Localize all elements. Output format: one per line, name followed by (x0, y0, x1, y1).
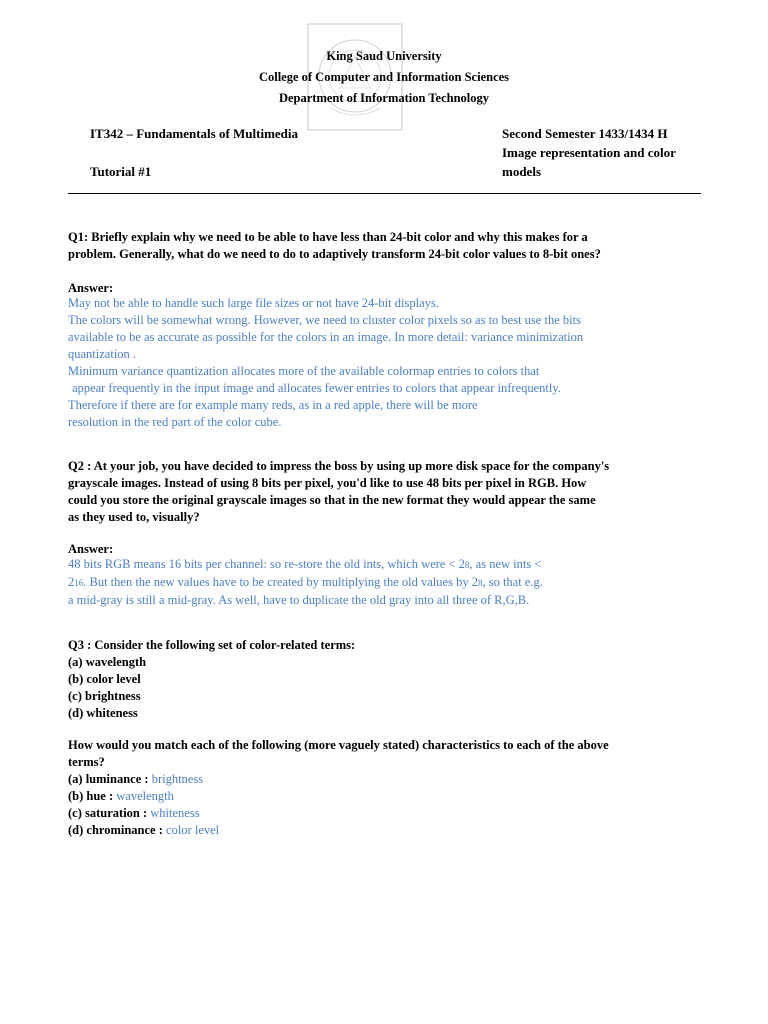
q3-match-question: How would you match each of the following (more vaguely stated) characteristics to each of the above terms? (a) luminance : brightness (b) hue : wavelength (c) saturation : whiteness (d) chrominance : color level (68, 737, 708, 839)
match-item: (b) hue : wavelength (68, 789, 174, 803)
term-item: (a) wavelength (68, 655, 147, 669)
q1-answer: May not be able to handle such large file sizes or not have 24-bit displays. The colors will be somewhat wrong. However, we need to cluster color pixels so as to best use the bits available to be as accurate as possible for the colors in an image. In more detail: variance minimization quantization . Minimum variance quantization allocates more of the available colormap entries to colors that appear frequently in the input image and allocates fewer entries to colors that appear infrequently. Therefore if there are for example many reds, as in a red apple, there will be more resolution in the red part of the color cube. (68, 296, 584, 429)
q1-question: Q1: Briefly explain why we need to be able to have less than 24-bit color and why this makes for a problem. Generally, what do we need to do to adaptively transform 24-bit color values to 8-bit ones? (68, 230, 601, 261)
header-divider (68, 193, 701, 194)
q1-answer-label: Answer: (68, 281, 114, 295)
tutorial-number: Tutorial #1 (90, 164, 152, 179)
department-name: Department of Information Technology (278, 91, 490, 105)
q2-question: Q2 : At your job, you have decided to impress the boss by using up more disk space for the company's grayscale images. Instead of using 8 bits per pixel, you'd like to use 48 bits per pixel in RGB. How could you store the original grayscale images so that in the new format they would appear the same as they used to, visually? (68, 459, 610, 524)
topic-line-2: models (502, 164, 541, 179)
course-title: IT342 – Fundamentals of Multimedia (90, 126, 299, 141)
university-name: King Saud University (326, 49, 442, 63)
match-item: (d) chrominance : color level (68, 823, 220, 837)
match-item: (a) luminance : brightness (68, 772, 204, 786)
q2-answer-label: Answer: (68, 542, 114, 556)
topic-line-1: Image representation and color (502, 145, 676, 160)
term-item: (b) color level (68, 672, 141, 686)
term-item: (d) whiteness (68, 706, 138, 720)
q3-question: Q3 : Consider the following set of color-related terms: (a) wavelength (b) color level (c) brightness (d) whiteness (68, 637, 708, 722)
term-item: (c) brightness (68, 689, 141, 703)
semester: Second Semester 1433/1434 H (502, 126, 668, 141)
match-item: (c) saturation : whiteness (68, 806, 200, 820)
college-name: College of Computer and Information Sciences (258, 70, 510, 84)
q2-answer: 48 bits RGB means 16 bits per channel: so re-store the old ints, which were < 28, as new ints < 216. But then the new values have to be created by multiplying the old values by 28, so that e.g. a mid-gray is still a mid-gray. As well, have to duplicate the old gray into all three of R,G,B. (68, 557, 543, 607)
